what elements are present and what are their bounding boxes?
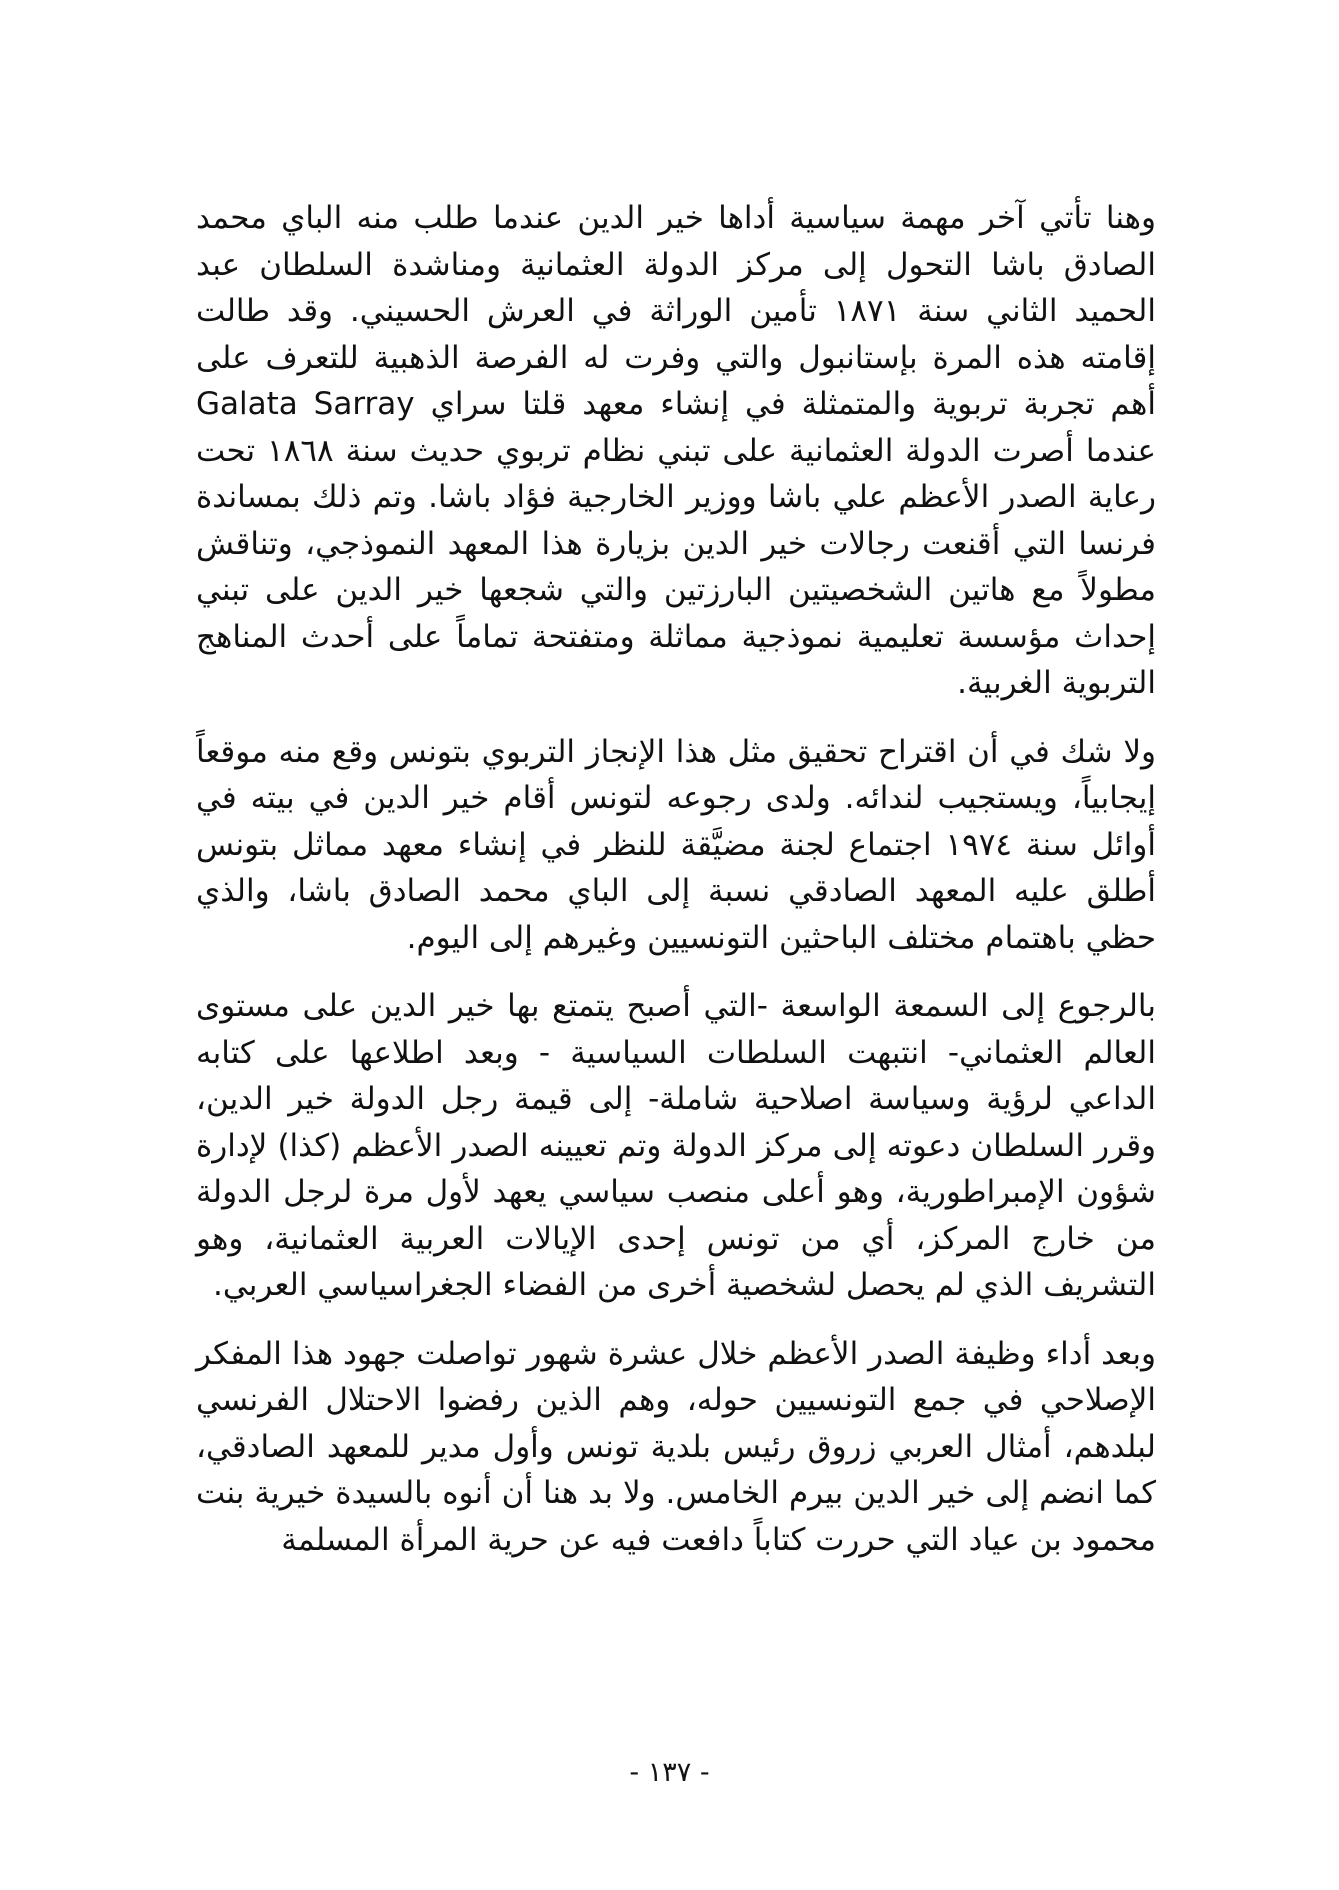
paragraph-1-after: عندما أصرت الدولة العثمانية على تبني نظام تربوي حديث سنة ١٨٦٨ تحت رعاية الصدر الأعظم علي باشا ووزير الخارجية فؤاد باشا. وتم ذلك بمساندة فرنسا التي أقنعت رجالات خير الدين بزيارة هذا المعهد النموذجي، وتناقش مطولاً مع هاتين الشخصيتين البارزتين والتي شجعها خير الدين على تبني إحداث مؤسسة تعليمية نموذجية مماثلة ومتفتحة تماماً على أحدث المناهج التربوية الغربية.: [196, 432, 1156, 701]
paragraph-4: وبعد أداء وظيفة الصدر الأعظم خلال عشرة شهور تواصلت جهود هذا المفكر الإصلاحي في جمع التونسيين حوله، وهم الذين رفضوا الاحتلال الفرنسي لبلدهم، أمثال العربي زروق رئيس بلدية تونس وأول مدير للمعهد الصادقي، كما انضم إلى خير الدين بيرم الخامس. ولا بد هنا أن أنوه بالسيدة خيرية بنت محمود بن عياد التي حررت كتاباً دافعت فيه عن حرية المرأة المسلمة: [196, 1335, 1156, 1558]
paragraph-2: ولا شك في أن اقتراح تحقيق مثل هذا الإنجاز التربوي بتونس وقع منه موقعاً إيجابياً، ويستجيب لندائه. ولدى رجوعه لتونس أقام خير الدين في بيته في أوائل سنة ١٩٧٤ اجتماع لجنة مضيَّقة للنظر في إنشاء معهد مماثل بتونس أطلق عليه المعهد الصادقي نسبة إلى الباي محمد الصادق باشا، والذي حظي باهتمام مختلف الباحثين التونسيين وغيرهم إلى اليوم.: [196, 733, 1156, 956]
page-number: - ١٣٧ -: [629, 1757, 710, 1788]
paragraph-1: [196, 195, 1156, 707]
paragraph-3: بالرجوع إلى السمعة الواسعة -التي أصبح يتمتع بها خير الدين على مستوى العالم العثماني- انتبهت السلطات السياسية - وبعد اطلاعها على كتابه الداعي لرؤية وسياسة اصلاحية شاملة- إلى قيمة رجل الدولة خير الدين، وقرر السلطان دعوته إلى مركز الدولة وتم تعيينه الصدر الأعظم (كذا) لإدارة شؤون الإمبراطورية، وهو أعلى منصب سياسي يعهد لأول مرة لرجل الدولة من خارج المركز، أي من تونس إحدى الإيالات العربية العثمانية، وهو التشريف الذي لم يحصل لشخصية أخرى من الفضاء الجغراسياسي العربي.: [196, 988, 1156, 1303]
body-text: [196, 195, 1156, 1563]
latin-term: Galata Sarray: [196, 386, 415, 422]
paragraph-1-before: وهنا تأتي آخر مهمة سياسية أداها خير الدين عندما طلب منه الباي محمد الصادق باشا التحول إلى مركز الدولة العثمانية ومناشدة السلطان عبد الحميد الثاني سنة ١٨٧١ تأمين الوراثة في العرش الحسيني. وقد طالت إقامته هذه المرة بإستانبول والتي وفرت له الفرصة الذهبية للتعرف على أهم تجربة تربوية والمتمثلة في إنشاء معهد قلتا سراي: [196, 200, 1156, 422]
